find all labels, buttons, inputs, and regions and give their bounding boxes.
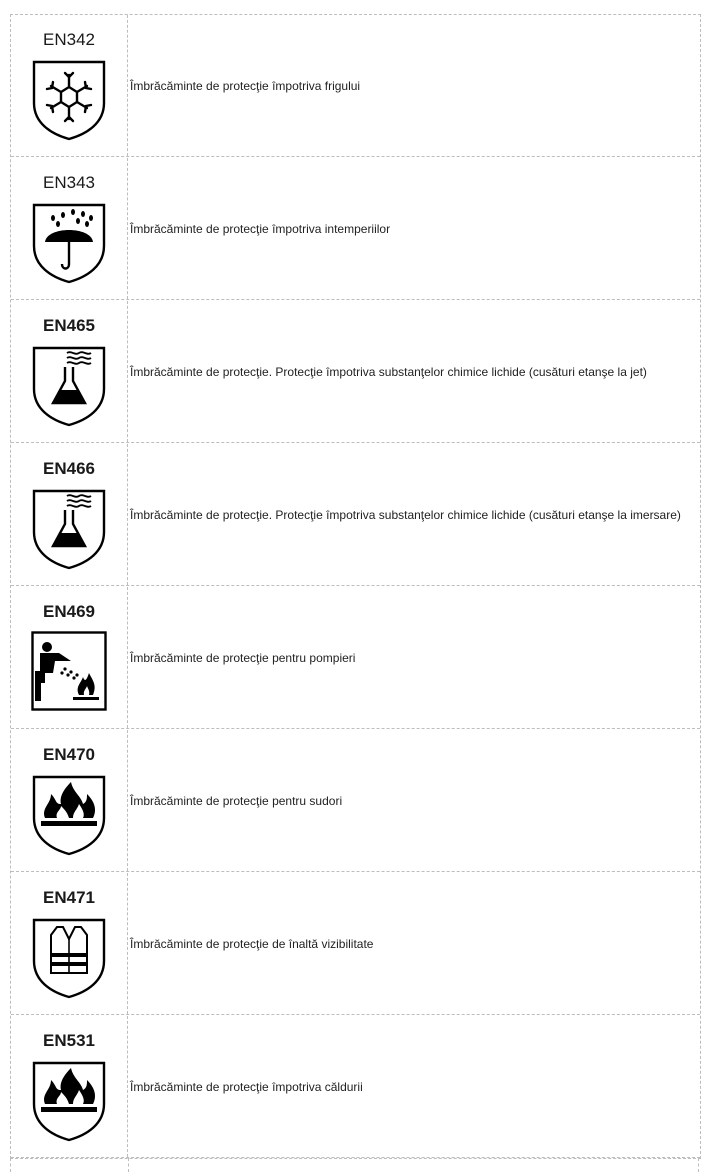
chemical-flask-shield-icon xyxy=(31,488,107,570)
snowflake-shield-icon xyxy=(31,59,107,141)
standard-code: EN531 xyxy=(43,1031,95,1050)
icon-cell xyxy=(11,1016,128,1157)
standard-code: EN469 xyxy=(43,602,95,621)
description-cell xyxy=(128,158,700,299)
table-row xyxy=(11,1016,700,1158)
description-text: Îmbrăcăminte de protecţie pentru sudori xyxy=(130,793,343,808)
standards-table xyxy=(10,14,701,1159)
standard-code: EN471 xyxy=(43,888,95,907)
umbrella-rain-shield-icon xyxy=(31,202,107,284)
table-row xyxy=(11,730,700,872)
standard-code: EN465 xyxy=(43,316,95,335)
icon-cell xyxy=(11,873,128,1014)
icon-cell xyxy=(11,158,128,299)
description-text: Îmbrăcăminte de protecţie de înaltă vizibilitate xyxy=(130,936,374,951)
flame-shield-icon xyxy=(31,1060,107,1142)
description-cell xyxy=(128,587,700,728)
icon-cell xyxy=(11,730,128,871)
standard-code: EN342 xyxy=(43,30,95,49)
standard-code: EN343 xyxy=(43,173,95,192)
table-row xyxy=(11,301,700,443)
description-text: Îmbrăcăminte de protecţie. Protecţie împotriva substanţelor chimice lichide (cusături etanşe la jet) xyxy=(130,364,647,379)
description-text: Îmbrăcăminte de protecţie împotriva intemperiilor xyxy=(130,221,391,236)
description-text: Îmbrăcăminte de protecţie împotriva căldurii xyxy=(130,1079,363,1094)
table-continuation xyxy=(10,1158,699,1172)
standard-code: EN466 xyxy=(43,459,95,478)
description-cell xyxy=(128,15,700,156)
description-cell xyxy=(128,730,700,871)
chemical-flask-shield-icon xyxy=(31,345,107,427)
description-cell xyxy=(128,444,700,585)
description-cell xyxy=(128,301,700,442)
table-row xyxy=(11,873,700,1015)
icon-cell xyxy=(11,301,128,442)
hi-vis-vest-shield-icon xyxy=(31,917,107,999)
icon-cell xyxy=(11,587,128,728)
description-cell xyxy=(128,1016,700,1157)
table-row xyxy=(11,444,700,586)
table-row xyxy=(11,587,700,729)
table-row xyxy=(11,15,700,157)
flame-shield-icon xyxy=(31,774,107,856)
standard-code: EN470 xyxy=(43,745,95,764)
description-text: Îmbrăcăminte de protecţie. Protecţie împotriva substanţelor chimice lichide (cusături etanşe la imersare) xyxy=(130,507,681,522)
description-text: Îmbrăcăminte de protecţie împotriva frigului xyxy=(130,78,361,93)
description-cell xyxy=(128,873,700,1014)
icon-cell xyxy=(11,444,128,585)
firefighter-icon xyxy=(31,631,107,713)
description-text: Îmbrăcăminte de protecţie pentru pompieri xyxy=(130,650,356,665)
icon-cell xyxy=(11,15,128,156)
table-row xyxy=(11,158,700,300)
